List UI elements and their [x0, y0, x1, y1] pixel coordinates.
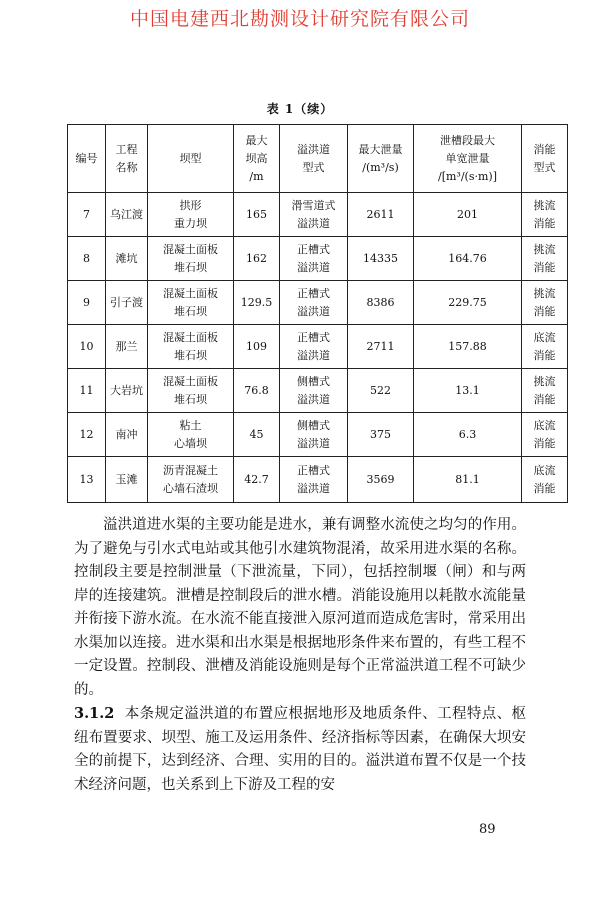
table-body: [68, 193, 568, 503]
table-cell: 45: [234, 413, 280, 457]
page-number: 89: [479, 822, 496, 837]
column-header: 最大 坝高 /m: [234, 125, 280, 193]
table-cell: 11: [68, 369, 106, 413]
column-header: 溢洪道 型式: [280, 125, 348, 193]
table-cell: 76.8: [234, 369, 280, 413]
table-cell: 13.1: [414, 369, 522, 413]
table-cell: 底流 消能: [522, 457, 568, 503]
table-row: [68, 237, 568, 281]
column-header: 消能 型式: [522, 125, 568, 193]
table-cell: 粘土 心墙坝: [148, 413, 234, 457]
table-row: [68, 413, 568, 457]
table-cell: 375: [348, 413, 414, 457]
paragraph-spillway-components: 溢洪道进水渠的主要功能是进水，兼有调整水流使之均匀的作用。为了避免与引水式电站或其他引水建筑物混淆，故采用进水渠的名称。控制段主要是控制泄量（下泄流量，下同），包括控制堰（闸）和与两岸的连接建筑。泄槽是控制段后的泄水槽。消能设施用以耗散水流能量并衔接下游水流。在水流不能直接泄入原河道而造成危害时，常采用出水渠加以连接。进水渠和出水渠是根据地形条件来布置的，有些工程不一定设置。控制段、泄槽及消能设施则是每个正常溢洪道工程不可缺少的。: [74, 517, 526, 698]
table-cell: 拱形 重力坝: [148, 193, 234, 237]
spillway-projects-table: [67, 124, 568, 503]
table-cell: 162: [234, 237, 280, 281]
column-header: 最大泄量 /(m³/s): [348, 125, 414, 193]
column-header: 泄槽段最大 单宽泄量 /[m³/(s·m)]: [414, 125, 522, 193]
table-cell: 164.76: [414, 237, 522, 281]
body-text: [74, 514, 526, 797]
table-cell: 大岩坑: [106, 369, 148, 413]
table-cell: 引子渡: [106, 281, 148, 325]
table-cell: 侧槽式 溢洪道: [280, 369, 348, 413]
table-cell: 3569: [348, 457, 414, 503]
column-header: 工程 名称: [106, 125, 148, 193]
table-cell: 混凝土面板 堆石坝: [148, 369, 234, 413]
paragraph-section-3-1-2: [74, 702, 526, 797]
table-row: [68, 325, 568, 369]
table-cell: 混凝土面板 堆石坝: [148, 237, 234, 281]
table-cell: 侧槽式 溢洪道: [280, 413, 348, 457]
table-cell: 14335: [348, 237, 414, 281]
table-cell: 129.5: [234, 281, 280, 325]
section-number: 3.1.2: [74, 705, 115, 722]
table-row: [68, 369, 568, 413]
table-cell: 157.88: [414, 325, 522, 369]
table-cell: 正槽式 溢洪道: [280, 325, 348, 369]
table-cell: 正槽式 溢洪道: [280, 281, 348, 325]
table-cell: 玉滩: [106, 457, 148, 503]
table-cell: 乌江渡: [106, 193, 148, 237]
table-cell: 底流 消能: [522, 325, 568, 369]
table-cell: 7: [68, 193, 106, 237]
table-cell: 81.1: [414, 457, 522, 503]
watermark-company-name: 中国电建西北勘测设计研究院有限公司: [129, 8, 470, 30]
table-cell: 混凝土面板 堆石坝: [148, 281, 234, 325]
table-cell: 挑流 消能: [522, 193, 568, 237]
table-header-row: [68, 125, 568, 193]
table-cell: 9: [68, 281, 106, 325]
table-cell: 正槽式 溢洪道: [280, 457, 348, 503]
table-cell: 201: [414, 193, 522, 237]
table-cell: 沥青混凝土 心墙石渣坝: [148, 457, 234, 503]
table-cell: 522: [348, 369, 414, 413]
table-cell: 那兰: [106, 325, 148, 369]
table-cell: 109: [234, 325, 280, 369]
table-cell: 滩坑: [106, 237, 148, 281]
table-cell: 13: [68, 457, 106, 503]
table-cell: 2611: [348, 193, 414, 237]
table-cell: 正槽式 溢洪道: [280, 237, 348, 281]
table-cell: 2711: [348, 325, 414, 369]
table-row: [68, 193, 568, 237]
section-text: 本条规定溢洪道的布置应根据地形及地质条件、工程特点、枢纽布置要求、坝型、施工及运用条件、经济指标等因素，在确保大坝安全的前提下，达到经济、合理、实用的目的。溢洪道布置不仅是一个技术经济问题，也关系到上下游及工程的安: [74, 706, 526, 793]
table-row: [68, 457, 568, 503]
table-cell: 8: [68, 237, 106, 281]
table-cell: 42.7: [234, 457, 280, 503]
table-cell: 12: [68, 413, 106, 457]
table-header: [68, 125, 568, 193]
table-cell: 挑流 消能: [522, 369, 568, 413]
table-cell: 滑雪道式 溢洪道: [280, 193, 348, 237]
table-cell: 南冲: [106, 413, 148, 457]
table-cell: 挑流 消能: [522, 281, 568, 325]
table-cell: 8386: [348, 281, 414, 325]
table-cell: 底流 消能: [522, 413, 568, 457]
column-header: 坝型: [148, 125, 234, 193]
table-cell: 挑流 消能: [522, 237, 568, 281]
table-cell: 229.75: [414, 281, 522, 325]
table-cell: 混凝土面板 堆石坝: [148, 325, 234, 369]
table-cell: 165: [234, 193, 280, 237]
table-row: [68, 281, 568, 325]
table-cell: 6.3: [414, 413, 522, 457]
table-cell: 10: [68, 325, 106, 369]
table-caption: 表 1（续）: [266, 102, 334, 116]
column-header: 编号: [68, 125, 106, 193]
